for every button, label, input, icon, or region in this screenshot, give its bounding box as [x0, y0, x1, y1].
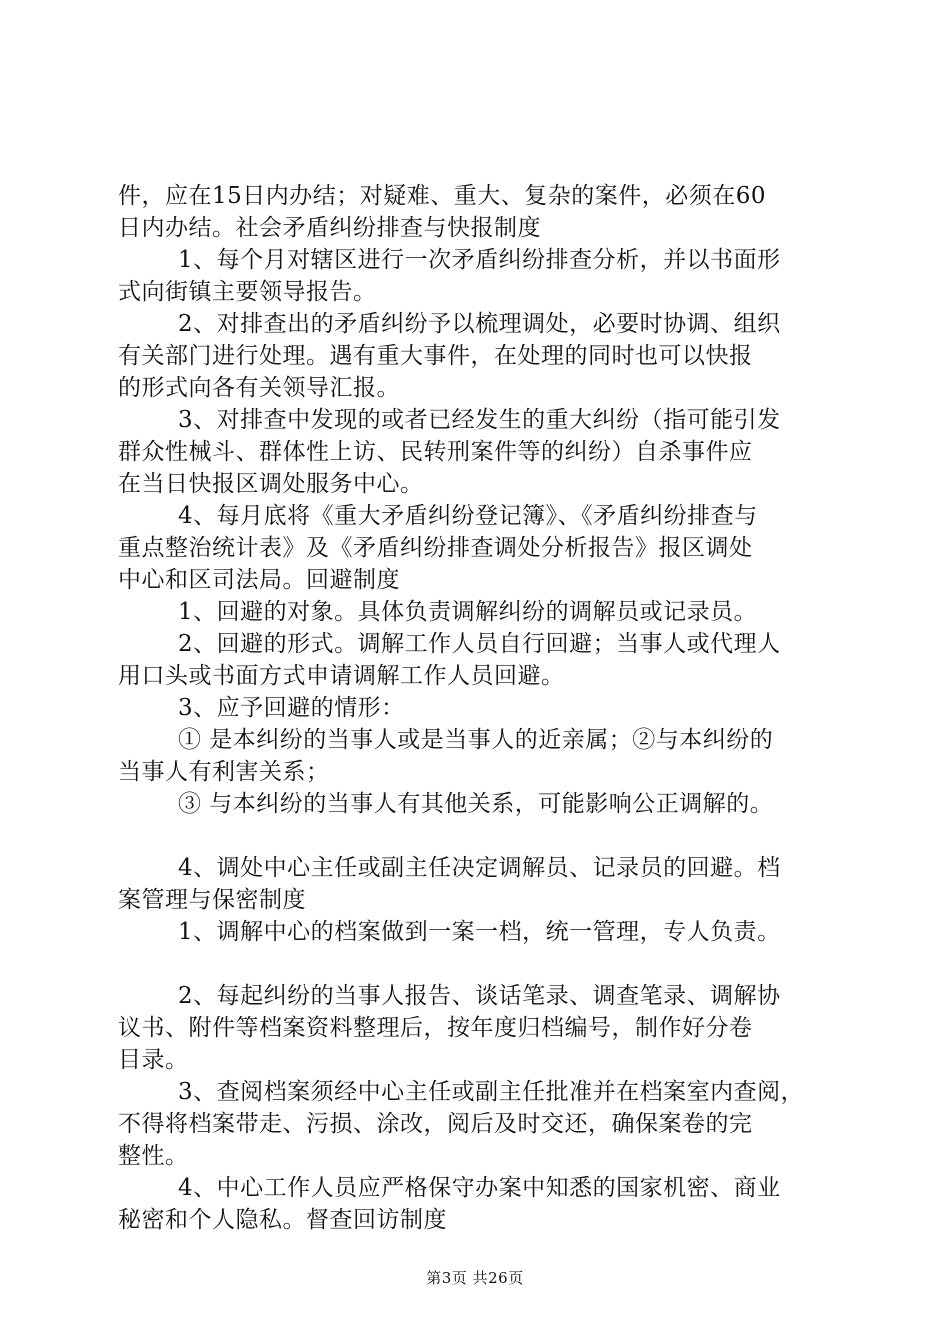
text-line: 4、中心工作人员应严格保守办案中知悉的国家机密、商业: [178, 1175, 781, 1201]
text-line: 日内办结。社会矛盾纠纷排查与快报制度: [118, 215, 541, 241]
text-line: 不得将档案带走、污损、涂改，阅后及时交还，确保案卷的完: [118, 1111, 753, 1137]
text-line: 当事人有利害关系；: [118, 759, 330, 785]
text-line: 3、应予回避的情形：: [178, 695, 405, 721]
text-line: 3、对排查中发现的或者已经发生的重大纠纷（指可能引发: [178, 407, 781, 433]
text-line: 式向街镇主要领导报告。: [118, 279, 377, 305]
text-line: 1、回避的对象。具体负责调解纠纷的调解员或记录员。: [178, 599, 758, 625]
text-line: ③ 与本纠纷的当事人有其他关系，可能影响公正调解的。: [178, 791, 774, 817]
text-line: 1、调解中心的档案做到一案一档，统一管理，专人负责。: [178, 919, 781, 945]
text-line: 中心和区司法局。回避制度: [118, 567, 400, 593]
text-line: 件，应在15日内办结；对疑难、重大、复杂的案件，必须在60: [118, 183, 767, 209]
text-line: 1、每个月对辖区进行一次矛盾纠纷排查分析，并以书面形: [178, 247, 781, 273]
text-line: 用口头或书面方式申请调解工作人员回避。: [118, 663, 565, 689]
text-line: 的形式向各有关领导汇报。: [118, 375, 400, 401]
text-line: 4、每月底将《重大矛盾纠纷登记簿》、《矛盾纠纷排查与: [178, 503, 758, 529]
text-line: 议书、附件等档案资料整理后，按年度归档编号，制作好分卷: [118, 1015, 753, 1041]
text-line: 有关部门进行处理。遇有重大事件，在处理的同时也可以快报: [118, 343, 753, 369]
text-line: 2、回避的形式。调解工作人员自行回避；当事人或代理人: [178, 631, 781, 657]
text-line: 2、对排查出的矛盾纠纷予以梳理调处，必要时协调、组织: [178, 311, 781, 337]
text-line: 3、查阅档案须经中心主任或副主任批准并在档案室内查阅，: [178, 1079, 805, 1105]
text-line: 4、调处中心主任或副主任决定调解员、记录员的回避。档: [178, 855, 781, 881]
text-line: 目录。: [118, 1047, 189, 1073]
text-line: 在当日快报区调处服务中心。: [118, 471, 424, 497]
text-line: 秘密和个人隐私。督查回访制度: [118, 1207, 447, 1233]
text-line: 群众性械斗、群体性上访、民转刑案件等的纠纷）自杀事件应: [118, 439, 753, 465]
page-number-footer: 第3页 共26页: [426, 1269, 524, 1287]
text-line: ① 是本纠纷的当事人或是当事人的近亲属；②与本纠纷的: [178, 727, 774, 753]
text-line: 整性。: [118, 1143, 189, 1169]
text-line: 重点整治统计表》及《矛盾纠纷排查调处分析报告》报区调处: [118, 535, 753, 561]
text-line: 案管理与保密制度: [118, 887, 306, 913]
text-line: 2、每起纠纷的当事人报告、谈话笔录、调查笔录、调解协: [178, 983, 781, 1009]
